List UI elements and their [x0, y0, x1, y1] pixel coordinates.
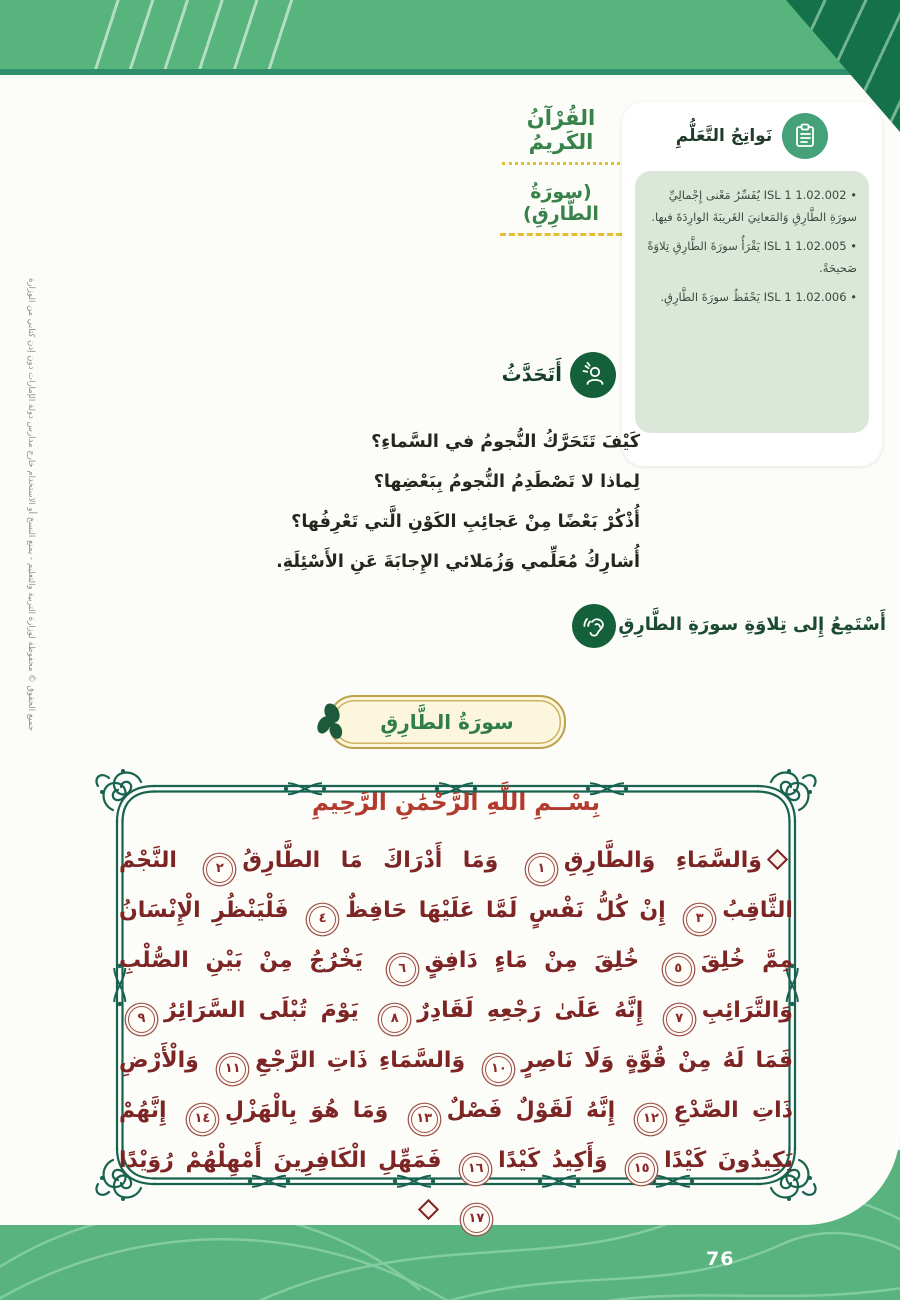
title-block — [498, 106, 624, 236]
verse-text: فَمَهِّلِ الْكَافِرِينَ أَمْهِلْهُمْ رُوَيْدًا — [119, 1148, 442, 1173]
question-line: أُذْكُرْ بَعْضًا مِنْ عَجائِبِ الكَوْنِ الَّتي تَعْرِفُها؟ — [291, 512, 640, 532]
verse-text: النَّجْمُ الثَّاقِبُ — [119, 848, 793, 923]
verse-number-badge: ١٤ — [189, 1106, 216, 1133]
verse-text: يَخْرُجُ مِنْ بَيْنِ الصُّلْبِ وَالتَّرَائِبِ — [119, 948, 793, 1023]
listen-instruction: أَسْتَمِعُ إِلى تِلاوَةِ سورَةِ الطَّارِقِ — [618, 614, 886, 635]
verse-text: فَمَا لَهُ مِنْ قُوَّةٍ وَلَا نَاصِرٍ — [521, 1048, 793, 1073]
bismillah: بِسْــمِ اللَّهِ الرَّحْمَٰنِ الرَّحِيمِ — [311, 790, 601, 816]
verse-number-badge: ١٥ — [628, 1156, 655, 1183]
outcome-item: • ISL 1 1.02.002 يُفَسِّرُ مَعْنى إِجْمالِيِّ سورَةِ الطَّارِقِ وَالمَعانِيَ الغَريبَةَ الوارِدَةَ فيها. — [647, 184, 857, 229]
header-diagonal-stripes — [85, 0, 295, 75]
verse-number-badge: ١١ — [219, 1056, 246, 1083]
verse-number-badge: ٦ — [389, 956, 416, 983]
verse-number-badge: ٩ — [128, 1006, 155, 1033]
verse-text: إِنَّهُ لَقَوْلٌ فَصْلٌ — [446, 1098, 616, 1123]
verse-number-badge: ١ — [528, 856, 555, 883]
verse-number-badge: ١٢ — [637, 1106, 664, 1133]
verse-number-badge: ٢ — [206, 856, 233, 883]
verse-number-badge: ١٠ — [485, 1056, 512, 1083]
page-subtitle: (سورَةُ الطَّارِقِ) — [523, 181, 599, 225]
verse-text: وَالسَّمَاءِ وَالطَّارِقِ — [563, 848, 762, 873]
question-line: لِماذا لا تَصْطَدِمُ النُّجومُ بِبَعْضِها؟ — [373, 472, 640, 492]
verse-text: وَأَكِيدُ كَيْدًا — [498, 1148, 608, 1173]
question-line: كَيْفَ تَتَحَرَّكُ النُّجومُ في السَّماءِ؟ — [371, 432, 640, 452]
verse-text: خُلِقَ مِنْ مَاءٍ دَافِقٍ — [424, 948, 640, 973]
verse-text: يَوْمَ تُبْلَى السَّرَائِرُ — [164, 998, 359, 1023]
title-dotted-underline — [502, 161, 620, 165]
subtitle-dashed-underline — [500, 232, 622, 236]
verse-number-badge: ٤ — [309, 906, 336, 933]
verse-number-badge: ١٦ — [462, 1156, 489, 1183]
verse-number-badge: ٧ — [666, 1006, 693, 1033]
learning-outcomes-header — [622, 102, 882, 165]
quran-verses — [119, 836, 793, 1236]
verse-text: وَمَا هُوَ بِالْهَزْلِ — [224, 1098, 389, 1123]
speak-heading: أَتَحَدَّثُ — [501, 362, 562, 386]
page-title: القُرْآنُ الكَريمُ — [526, 106, 596, 154]
copyright-strip: جميع الحقوق © محفوظة لوزارة التربية والتعليم - يمنع النسخ أو الاستخدام خارج مدارس دولة الإمارات دون إذن كتابي من الوزارة — [26, 278, 36, 732]
learning-outcomes-card — [622, 102, 882, 466]
verse-text: وَالسَّمَاءِ ذَاتِ الرَّجْعِ — [255, 1048, 466, 1073]
clipboard-icon — [782, 113, 828, 159]
surah-banner-label: سورَةُ الطَّارِقِ — [380, 710, 514, 734]
surah-ornament-mark — [418, 1199, 439, 1220]
learning-outcomes-box — [635, 171, 869, 433]
header-band-edge — [0, 69, 900, 75]
verse-number-badge: ١٧ — [463, 1206, 490, 1233]
verse-text: إِنَّهُ عَلَىٰ رَجْعِهِ لَقَادِرٌ — [417, 998, 644, 1023]
verse-number-badge: ١٣ — [411, 1106, 438, 1133]
outcome-item: • ISL 1 1.02.006 يَحْفَظُ سورَةَ الطَّارِقِ. — [647, 286, 857, 308]
verse-text: وَمَا أَدْرَاكَ مَا الطَّارِقُ — [242, 848, 499, 873]
question-line: أُشارِكُ مُعَلِّمي وَزُمَلائي الإِجابَةَ عَنِ الأَسْئِلَةِ. — [276, 552, 640, 572]
verse-text: وَالْأَرْضِ ذَاتِ الصَّدْعِ — [119, 1048, 793, 1123]
discussion-questions — [180, 422, 640, 582]
learning-outcomes-title: نَواتِجُ التَّعَلُّمِ — [675, 126, 773, 146]
surah-banner — [328, 695, 566, 749]
verse-text: إِنَّهُمْ يَكِيدُونَ كَيْدًا — [119, 1098, 793, 1173]
verse-text: فَلْيَنْظُرِ الْإِنْسَانُ مِمَّ خُلِقَ — [119, 898, 793, 973]
quran-frame — [93, 762, 819, 1226]
outcome-item: • ISL 1 1.02.005 يَقْرَأُ سورَةَ الطَّارِقِ تِلاوَةً صَحيحَةً. — [647, 235, 857, 280]
surah-ornament-mark — [767, 849, 788, 870]
page-number: 76 — [706, 1248, 735, 1270]
verse-text: إِنْ كُلُّ نَفْسٍ لَمَّا عَلَيْهَا حَافِظٌ — [345, 898, 666, 923]
verse-number-badge: ٥ — [665, 956, 692, 983]
person-speaking-icon — [570, 352, 616, 398]
verse-number-badge: ٣ — [686, 906, 713, 933]
verse-number-badge: ٨ — [381, 1006, 408, 1033]
banner-ornament-icon — [310, 699, 354, 749]
